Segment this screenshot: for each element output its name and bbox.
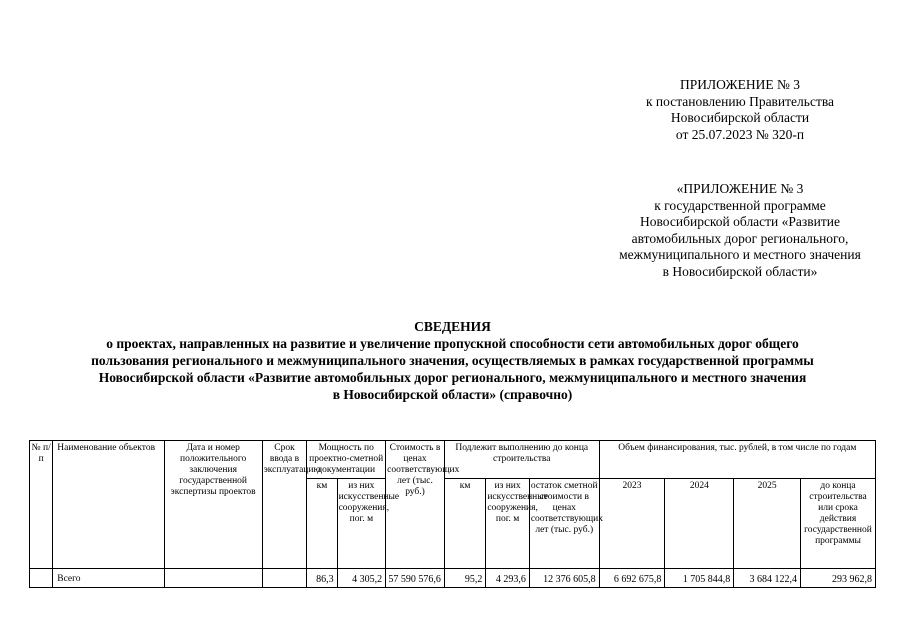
total-conclusion (164, 569, 262, 588)
appendix-line: автомобильных дорог регионального, (631, 230, 849, 246)
total-2024: 1 705 844,8 (665, 569, 734, 588)
table-header-row (30, 441, 876, 479)
header-name: Наименование объектов (53, 441, 164, 569)
total-term (262, 569, 307, 588)
program-appendix-header (590, 181, 890, 280)
appendix-header (590, 77, 890, 143)
total-num (30, 569, 53, 588)
appendix-line: в Новосибирской области» (662, 263, 818, 279)
title-line: о проектах, направленных на развитие и увеличение пропускной способности сети автомобильных дорог общего (106, 336, 799, 351)
header-2024: 2024 (665, 479, 734, 569)
title-heading: СВЕДЕНИЯ (414, 319, 491, 334)
title-line: в Новосибирской области» (справочно) (332, 387, 573, 402)
projects-table (29, 440, 876, 588)
appendix-line: к постановлению Правительства (645, 93, 835, 109)
header-td-km: км (444, 479, 485, 569)
header-cap-km: км (307, 479, 337, 569)
header-cap-art: из них искусственные сооружения, пог. м (337, 479, 386, 569)
header-capacity: Мощность по проектно-сметной документации (307, 441, 386, 479)
total-until-end: 293 962,8 (801, 569, 876, 588)
title-line: Новосибирской области «Развитие автомобильных дорог регионального, межмуниципального и местного значения (98, 370, 807, 385)
header-conclusion: Дата и номер положительного заключения государственной экспертизы проектов (164, 441, 262, 569)
header-2025: 2025 (734, 479, 801, 569)
header-term: Срок ввода в эксплуатацию (262, 441, 307, 569)
total-2025: 3 684 122,4 (734, 569, 801, 588)
document-title (20, 318, 885, 403)
total-cost: 57 590 576,6 (386, 569, 445, 588)
table-row-total (30, 569, 876, 588)
title-line: пользования регионального и межмуниципального значения, осуществляемых в рамках государственной программы (91, 353, 814, 368)
total-2023: 6 692 675,8 (599, 569, 665, 588)
appendix-line: от 25.07.2023 № 320-п (675, 126, 805, 142)
header-financing: Объем финансирования, тыс. рублей, в том числе по годам (599, 441, 875, 479)
header-to-be-done: Подлежит выполнению до конца строительства (444, 441, 599, 479)
total-cap-art: 4 305,2 (337, 569, 386, 588)
total-td-rest: 12 376 605,8 (529, 569, 599, 588)
header-2023: 2023 (599, 479, 665, 569)
total-td-km: 95,2 (444, 569, 485, 588)
appendix-line: межмуниципального и местного значения (619, 247, 861, 262)
appendix-line: ПРИЛОЖЕНИЕ № 3 (679, 77, 801, 92)
appendix-line: Новосибирской области «Развитие (640, 214, 840, 229)
appendix-line: к государственной программе (654, 197, 826, 213)
appendix-line: «ПРИЛОЖЕНИЕ № 3 (676, 181, 804, 196)
header-num: № п/п (30, 441, 53, 569)
appendix-line: Новосибирской области (670, 110, 810, 125)
total-cap-km: 86,3 (307, 569, 337, 588)
total-label: Всего (53, 569, 164, 588)
header-until-end: до конца строительства или срока действия государственной программы (801, 479, 876, 569)
header-td-rest: остаток сметной стоимости в ценах соответствующих лет (тыс. руб.) (529, 479, 599, 569)
total-td-art: 4 293,6 (486, 569, 530, 588)
header-cost: Стоимость в ценах соответствующих лет (тыс. руб.) (386, 441, 445, 569)
header-td-art: из них искусственные сооружения, пог. м (486, 479, 530, 569)
